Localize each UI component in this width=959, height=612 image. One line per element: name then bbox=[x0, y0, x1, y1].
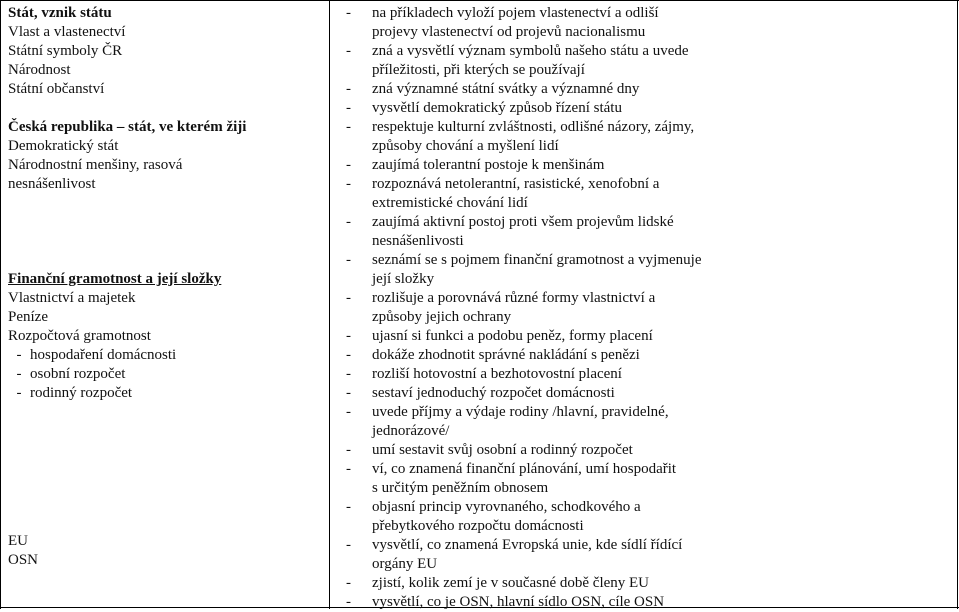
outcome-text bbox=[372, 213, 946, 251]
outcome-line: její složky bbox=[372, 271, 435, 287]
outcome-line: projevy vlastenectví od projevů nacionalismu bbox=[372, 24, 646, 40]
outcome-line: způsoby jejich ochrany bbox=[372, 309, 512, 325]
outcome-line: rozlišuje a porovnává různé formy vlastnictví a bbox=[372, 290, 656, 306]
outcome-line: dokáže zhodnotit správné nakládání s penězi bbox=[372, 347, 640, 363]
outcome-text bbox=[372, 42, 946, 80]
topic: Rozpočtová gramotnost bbox=[8, 328, 151, 344]
topic-block-czech-republic bbox=[8, 118, 318, 194]
outcome-text bbox=[372, 156, 946, 175]
outcome-text bbox=[372, 289, 946, 327]
topic: Národnostní menšiny, rasová bbox=[8, 157, 183, 173]
outcome-item bbox=[346, 384, 946, 403]
dash: - bbox=[346, 81, 351, 97]
topic: Česká republika – stát, ve kterém žiji bbox=[8, 119, 247, 135]
outcome-text bbox=[372, 251, 946, 289]
topic: Vlast a vlastenectví bbox=[8, 24, 126, 40]
topic: nesnášenlivost bbox=[8, 176, 96, 192]
outcome-line: jednorázové/ bbox=[372, 423, 450, 439]
dash: - bbox=[16, 366, 22, 382]
outcome-line: nesnášenlivosti bbox=[372, 233, 464, 249]
outcome-item bbox=[346, 441, 946, 460]
outcome-text bbox=[372, 4, 946, 42]
topic: Státní symboly ČR bbox=[8, 43, 123, 59]
outcome-item bbox=[346, 213, 946, 251]
outcome-text bbox=[372, 403, 946, 441]
topic-block-financial-literacy bbox=[8, 270, 318, 403]
outcome-line: zjistí, kolik zemí je v současné době členy EU bbox=[372, 575, 650, 591]
outcome-line: orgány EU bbox=[372, 556, 438, 572]
outcome-item bbox=[346, 593, 946, 612]
outcome-line: uvede příjmy a výdaje rodiny /hlavní, pravidelné, bbox=[372, 404, 669, 420]
outcome-line: umí sestavit svůj osobní a rodinný rozpočet bbox=[372, 442, 633, 458]
topic: Vlastnictví a majetek bbox=[8, 290, 136, 306]
topic: Národnost bbox=[8, 62, 71, 78]
subtopic-text: hospodaření domácnosti bbox=[30, 347, 177, 363]
outcome-line: způsoby chování a myšlení lidí bbox=[372, 138, 559, 154]
outcome-item bbox=[346, 574, 946, 593]
topic: Demokratický stát bbox=[8, 138, 119, 154]
dash: - bbox=[346, 43, 351, 59]
topic: Státní občanství bbox=[8, 81, 105, 97]
dash: - bbox=[346, 499, 351, 515]
dash: - bbox=[16, 347, 22, 363]
dash: - bbox=[346, 290, 351, 306]
outcome-line: vysvětlí, co je OSN, hlavní sídlo OSN, cíle OSN bbox=[372, 594, 665, 610]
outcome-item bbox=[346, 118, 946, 156]
outcome-item bbox=[346, 156, 946, 175]
outcome-item bbox=[346, 498, 946, 536]
dash: - bbox=[346, 404, 351, 420]
outcome-item bbox=[346, 365, 946, 384]
outcome-line: zaujímá aktivní postoj proti všem projevům lidské bbox=[372, 214, 674, 230]
outcome-line: vysvětlí demokratický způsob řízení státu bbox=[372, 100, 622, 116]
outcome-item bbox=[346, 80, 946, 99]
outcome-text bbox=[372, 99, 946, 118]
subtopic-text: osobní rozpočet bbox=[30, 366, 126, 382]
outcome-text bbox=[372, 536, 946, 574]
outcome-text bbox=[372, 175, 946, 213]
subtopic bbox=[8, 365, 318, 384]
outcome-line: extremistické chování lidí bbox=[372, 195, 528, 211]
outcome-text bbox=[372, 498, 946, 536]
table-border-left bbox=[0, 0, 1, 609]
outcome-text bbox=[372, 118, 946, 156]
topic: OSN bbox=[8, 552, 39, 568]
topic: Stát, vznik státu bbox=[8, 5, 112, 21]
outcome-text bbox=[372, 460, 946, 498]
dash: - bbox=[346, 537, 351, 553]
topic-block-state bbox=[8, 4, 318, 99]
outcome-item bbox=[346, 175, 946, 213]
dash: - bbox=[346, 252, 351, 268]
outcome-line: zaujímá tolerantní postoje k menšinám bbox=[372, 157, 605, 173]
topic: Peníze bbox=[8, 309, 48, 325]
column-divider bbox=[329, 0, 330, 609]
outcome-item bbox=[346, 4, 946, 42]
dash: - bbox=[346, 366, 351, 382]
outcome-item bbox=[346, 289, 946, 327]
outcome-line: zná významné státní svátky a významné dny bbox=[372, 81, 640, 97]
outcome-line: objasní princip vyrovnaného, schodkového a bbox=[372, 499, 641, 515]
outcome-line: rozliší hotovostní a bezhotovostní placení bbox=[372, 366, 622, 382]
dash: - bbox=[346, 385, 351, 401]
outcome-text bbox=[372, 441, 946, 460]
dash: - bbox=[346, 594, 351, 610]
outcome-line: respektuje kulturní zvláštnosti, odlišné názory, zájmy, bbox=[372, 119, 695, 135]
topic: EU bbox=[8, 533, 28, 549]
outcomes-column bbox=[346, 4, 946, 612]
outcome-text bbox=[372, 346, 946, 365]
subtopic bbox=[8, 384, 318, 403]
dash: - bbox=[346, 442, 351, 458]
dash: - bbox=[346, 176, 351, 192]
outcome-text bbox=[372, 574, 946, 593]
outcome-line: s určitým peněžním obnosem bbox=[372, 480, 549, 496]
outcome-text bbox=[372, 365, 946, 384]
dash: - bbox=[346, 100, 351, 116]
subtopic bbox=[8, 346, 318, 365]
dash: - bbox=[346, 575, 351, 591]
outcome-text bbox=[372, 384, 946, 403]
outcome-line: seznámí se s pojmem finanční gramotnost a vyjmenuje bbox=[372, 252, 702, 268]
dash: - bbox=[346, 347, 351, 363]
outcome-item bbox=[346, 251, 946, 289]
topic-heading: Finanční gramotnost a její složky bbox=[8, 271, 222, 287]
outcome-line: rozpoznává netolerantní, rasistické, xenofobní a bbox=[372, 176, 660, 192]
outcome-line: na příkladech vyloží pojem vlastenectví a odliší bbox=[372, 5, 659, 21]
dash: - bbox=[16, 385, 22, 401]
outcome-line: vysvětlí, co znamená Evropská unie, kde sídlí řídící bbox=[372, 537, 683, 553]
dash: - bbox=[346, 328, 351, 344]
table-border-top bbox=[0, 0, 959, 1]
outcome-item bbox=[346, 42, 946, 80]
dash: - bbox=[346, 214, 351, 230]
topic-block-international bbox=[8, 532, 318, 570]
outcome-line: sestaví jednoduchý rozpočet domácnosti bbox=[372, 385, 615, 401]
outcome-item bbox=[346, 536, 946, 574]
outcome-line: ví, co znamená finanční plánování, umí hospodařit bbox=[372, 461, 677, 477]
outcome-text bbox=[372, 80, 946, 99]
dash: - bbox=[346, 157, 351, 173]
outcome-line: příležitosti, při kterých se používají bbox=[372, 62, 585, 78]
outcome-item bbox=[346, 346, 946, 365]
dash: - bbox=[346, 461, 351, 477]
outcome-item bbox=[346, 460, 946, 498]
dash: - bbox=[346, 119, 351, 135]
outcome-text bbox=[372, 327, 946, 346]
outcome-line: ujasní si funkci a podobu peněz, formy placení bbox=[372, 328, 653, 344]
table-border-right bbox=[957, 0, 958, 609]
outcome-text bbox=[372, 593, 946, 612]
outcome-item bbox=[346, 99, 946, 118]
outcome-line: zná a vysvětlí význam symbolů našeho státu a uvede bbox=[372, 43, 689, 59]
outcome-item bbox=[346, 403, 946, 441]
outcome-item bbox=[346, 327, 946, 346]
dash: - bbox=[346, 5, 351, 21]
subtopic-text: rodinný rozpočet bbox=[30, 385, 133, 401]
outcome-line: přebytkového rozpočtu domácnosti bbox=[372, 518, 584, 534]
